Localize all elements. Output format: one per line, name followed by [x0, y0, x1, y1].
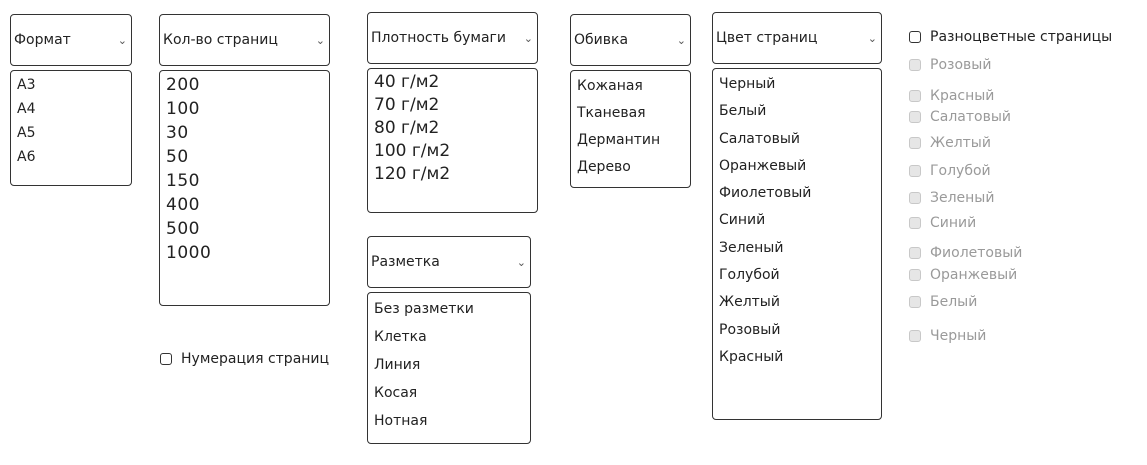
cover-listbox[interactable] [570, 70, 691, 188]
page-color-dropdown-label: Цвет страниц [716, 30, 818, 46]
multicolor-pages-checkbox[interactable] [909, 28, 1112, 46]
page-count-option[interactable]: 100 [166, 99, 200, 119]
checkbox-box[interactable] [909, 59, 921, 71]
page-color-option[interactable]: Фиолетовый [719, 185, 812, 202]
multicolor-option-checkbox[interactable] [909, 56, 991, 74]
page-count-option[interactable]: 500 [166, 219, 200, 239]
page-count-option[interactable]: 50 [166, 147, 189, 167]
checkbox-box[interactable] [909, 31, 921, 43]
multicolor-option-label: Красный [930, 88, 995, 104]
page-color-option[interactable]: Черный [719, 76, 776, 92]
layout-listbox[interactable] [367, 292, 531, 444]
cover-option[interactable]: Кожаная [577, 78, 643, 94]
layout-option[interactable]: Косая [374, 385, 418, 401]
page-count-option[interactable]: 200 [166, 75, 200, 95]
page-color-option[interactable]: Желтый [719, 294, 780, 311]
checkbox-box[interactable] [909, 137, 921, 149]
checkbox-box[interactable] [909, 217, 921, 229]
checkbox-box[interactable] [160, 353, 172, 365]
layout-option[interactable]: Линия [374, 357, 421, 373]
cover-option[interactable]: Тканевая [577, 105, 646, 121]
layout-option[interactable]: Без разметки [374, 301, 474, 317]
page-count-dropdown[interactable] [159, 14, 330, 66]
format-dropdown[interactable] [10, 14, 132, 66]
paper-density-listbox[interactable] [367, 68, 538, 213]
page-count-listbox[interactable] [159, 70, 330, 306]
multicolor-option-label: Зеленый [930, 190, 995, 206]
checkbox-box[interactable] [909, 165, 921, 177]
multicolor-option-label: Белый [930, 294, 978, 310]
page-color-option[interactable]: Синий [719, 212, 766, 229]
cover-dropdown[interactable] [570, 14, 691, 66]
multicolor-option-checkbox[interactable] [909, 134, 991, 152]
checkbox-box[interactable] [909, 269, 921, 281]
multicolor-option-checkbox[interactable] [909, 189, 994, 207]
multicolor-option-label: Голубой [930, 163, 991, 179]
page-count-option[interactable]: 1000 [166, 243, 212, 263]
multicolor-option-checkbox[interactable] [909, 87, 994, 105]
multicolor-pages-label: Разноцветные страницы [930, 29, 1113, 45]
page-numbering-checkbox[interactable] [160, 350, 329, 368]
page-color-dropdown[interactable] [712, 12, 882, 64]
chevron-down-icon: ⌄ [867, 31, 877, 45]
page-count-option[interactable]: 400 [166, 195, 200, 215]
multicolor-option-label: Салатовый [930, 109, 1012, 125]
page-color-option[interactable]: Голубой [719, 267, 780, 284]
format-option[interactable]: A3 [17, 77, 36, 93]
cover-dropdown-label: Обивка [574, 32, 629, 48]
layout-option[interactable]: Клетка [374, 329, 427, 345]
page-count-option[interactable]: 150 [166, 171, 200, 191]
checkbox-box[interactable] [909, 247, 921, 259]
format-listbox[interactable] [10, 70, 132, 186]
page-color-option[interactable]: Розовый [719, 321, 781, 338]
layout-dropdown-label: Разметка [371, 254, 440, 270]
paper-density-option[interactable]: 120 г/м2 [374, 164, 451, 184]
paper-density-option[interactable]: 100 г/м2 [374, 141, 451, 161]
checkbox-box[interactable] [909, 330, 921, 342]
chevron-down-icon: ⌄ [117, 33, 127, 47]
layout-option[interactable]: Нотная [374, 413, 428, 429]
page-color-option[interactable]: Салатовый [719, 130, 801, 147]
cover-option[interactable]: Дермантин [577, 132, 661, 148]
multicolor-option-label: Оранжевый [930, 267, 1018, 283]
multicolor-option-checkbox[interactable] [909, 327, 986, 345]
multicolor-option-checkbox[interactable] [909, 293, 977, 311]
page-color-option[interactable]: Зеленый [719, 239, 784, 256]
paper-density-dropdown[interactable] [367, 12, 538, 64]
checkbox-box[interactable] [909, 90, 921, 102]
format-option[interactable]: A5 [17, 125, 36, 141]
page-color-listbox[interactable] [712, 68, 882, 420]
page-color-option[interactable]: Белый [719, 103, 767, 120]
format-option[interactable]: A6 [17, 149, 36, 165]
page-count-option[interactable]: 30 [166, 123, 189, 143]
chevron-down-icon: ⌄ [523, 31, 533, 45]
chevron-down-icon: ⌄ [676, 33, 686, 47]
multicolor-option-checkbox[interactable] [909, 214, 976, 232]
paper-density-dropdown-label: Плотность бумаги [371, 30, 506, 46]
cover-option[interactable]: Дерево [577, 159, 631, 175]
multicolor-option-label: Фиолетовый [930, 245, 1023, 261]
multicolor-option-label: Синий [930, 215, 977, 231]
layout-dropdown[interactable] [367, 236, 531, 288]
checkbox-box[interactable] [909, 296, 921, 308]
format-option[interactable]: A4 [17, 101, 36, 117]
checkbox-box[interactable] [909, 192, 921, 204]
checkbox-box[interactable] [909, 111, 921, 123]
paper-density-option[interactable]: 40 г/м2 [374, 72, 440, 92]
multicolor-option-label: Желтый [930, 135, 991, 151]
chevron-down-icon: ⌄ [516, 255, 526, 269]
multicolor-option-checkbox[interactable] [909, 266, 1017, 284]
multicolor-option-label: Черный [930, 328, 987, 344]
page-color-option[interactable]: Красный [719, 348, 784, 365]
page-count-dropdown-label: Кол-во страниц [163, 32, 278, 48]
paper-density-option[interactable]: 80 г/м2 [374, 118, 440, 138]
page-color-option[interactable]: Оранжевый [719, 157, 807, 174]
format-dropdown-label: Формат [14, 32, 71, 48]
multicolor-option-label: Розовый [930, 57, 992, 73]
multicolor-option-checkbox[interactable] [909, 244, 1022, 262]
multicolor-option-checkbox[interactable] [909, 162, 991, 180]
paper-density-option[interactable]: 70 г/м2 [374, 95, 440, 115]
multicolor-option-checkbox[interactable] [909, 108, 1011, 126]
page-numbering-label: Нумерация страниц [181, 351, 330, 367]
chevron-down-icon: ⌄ [315, 33, 325, 47]
